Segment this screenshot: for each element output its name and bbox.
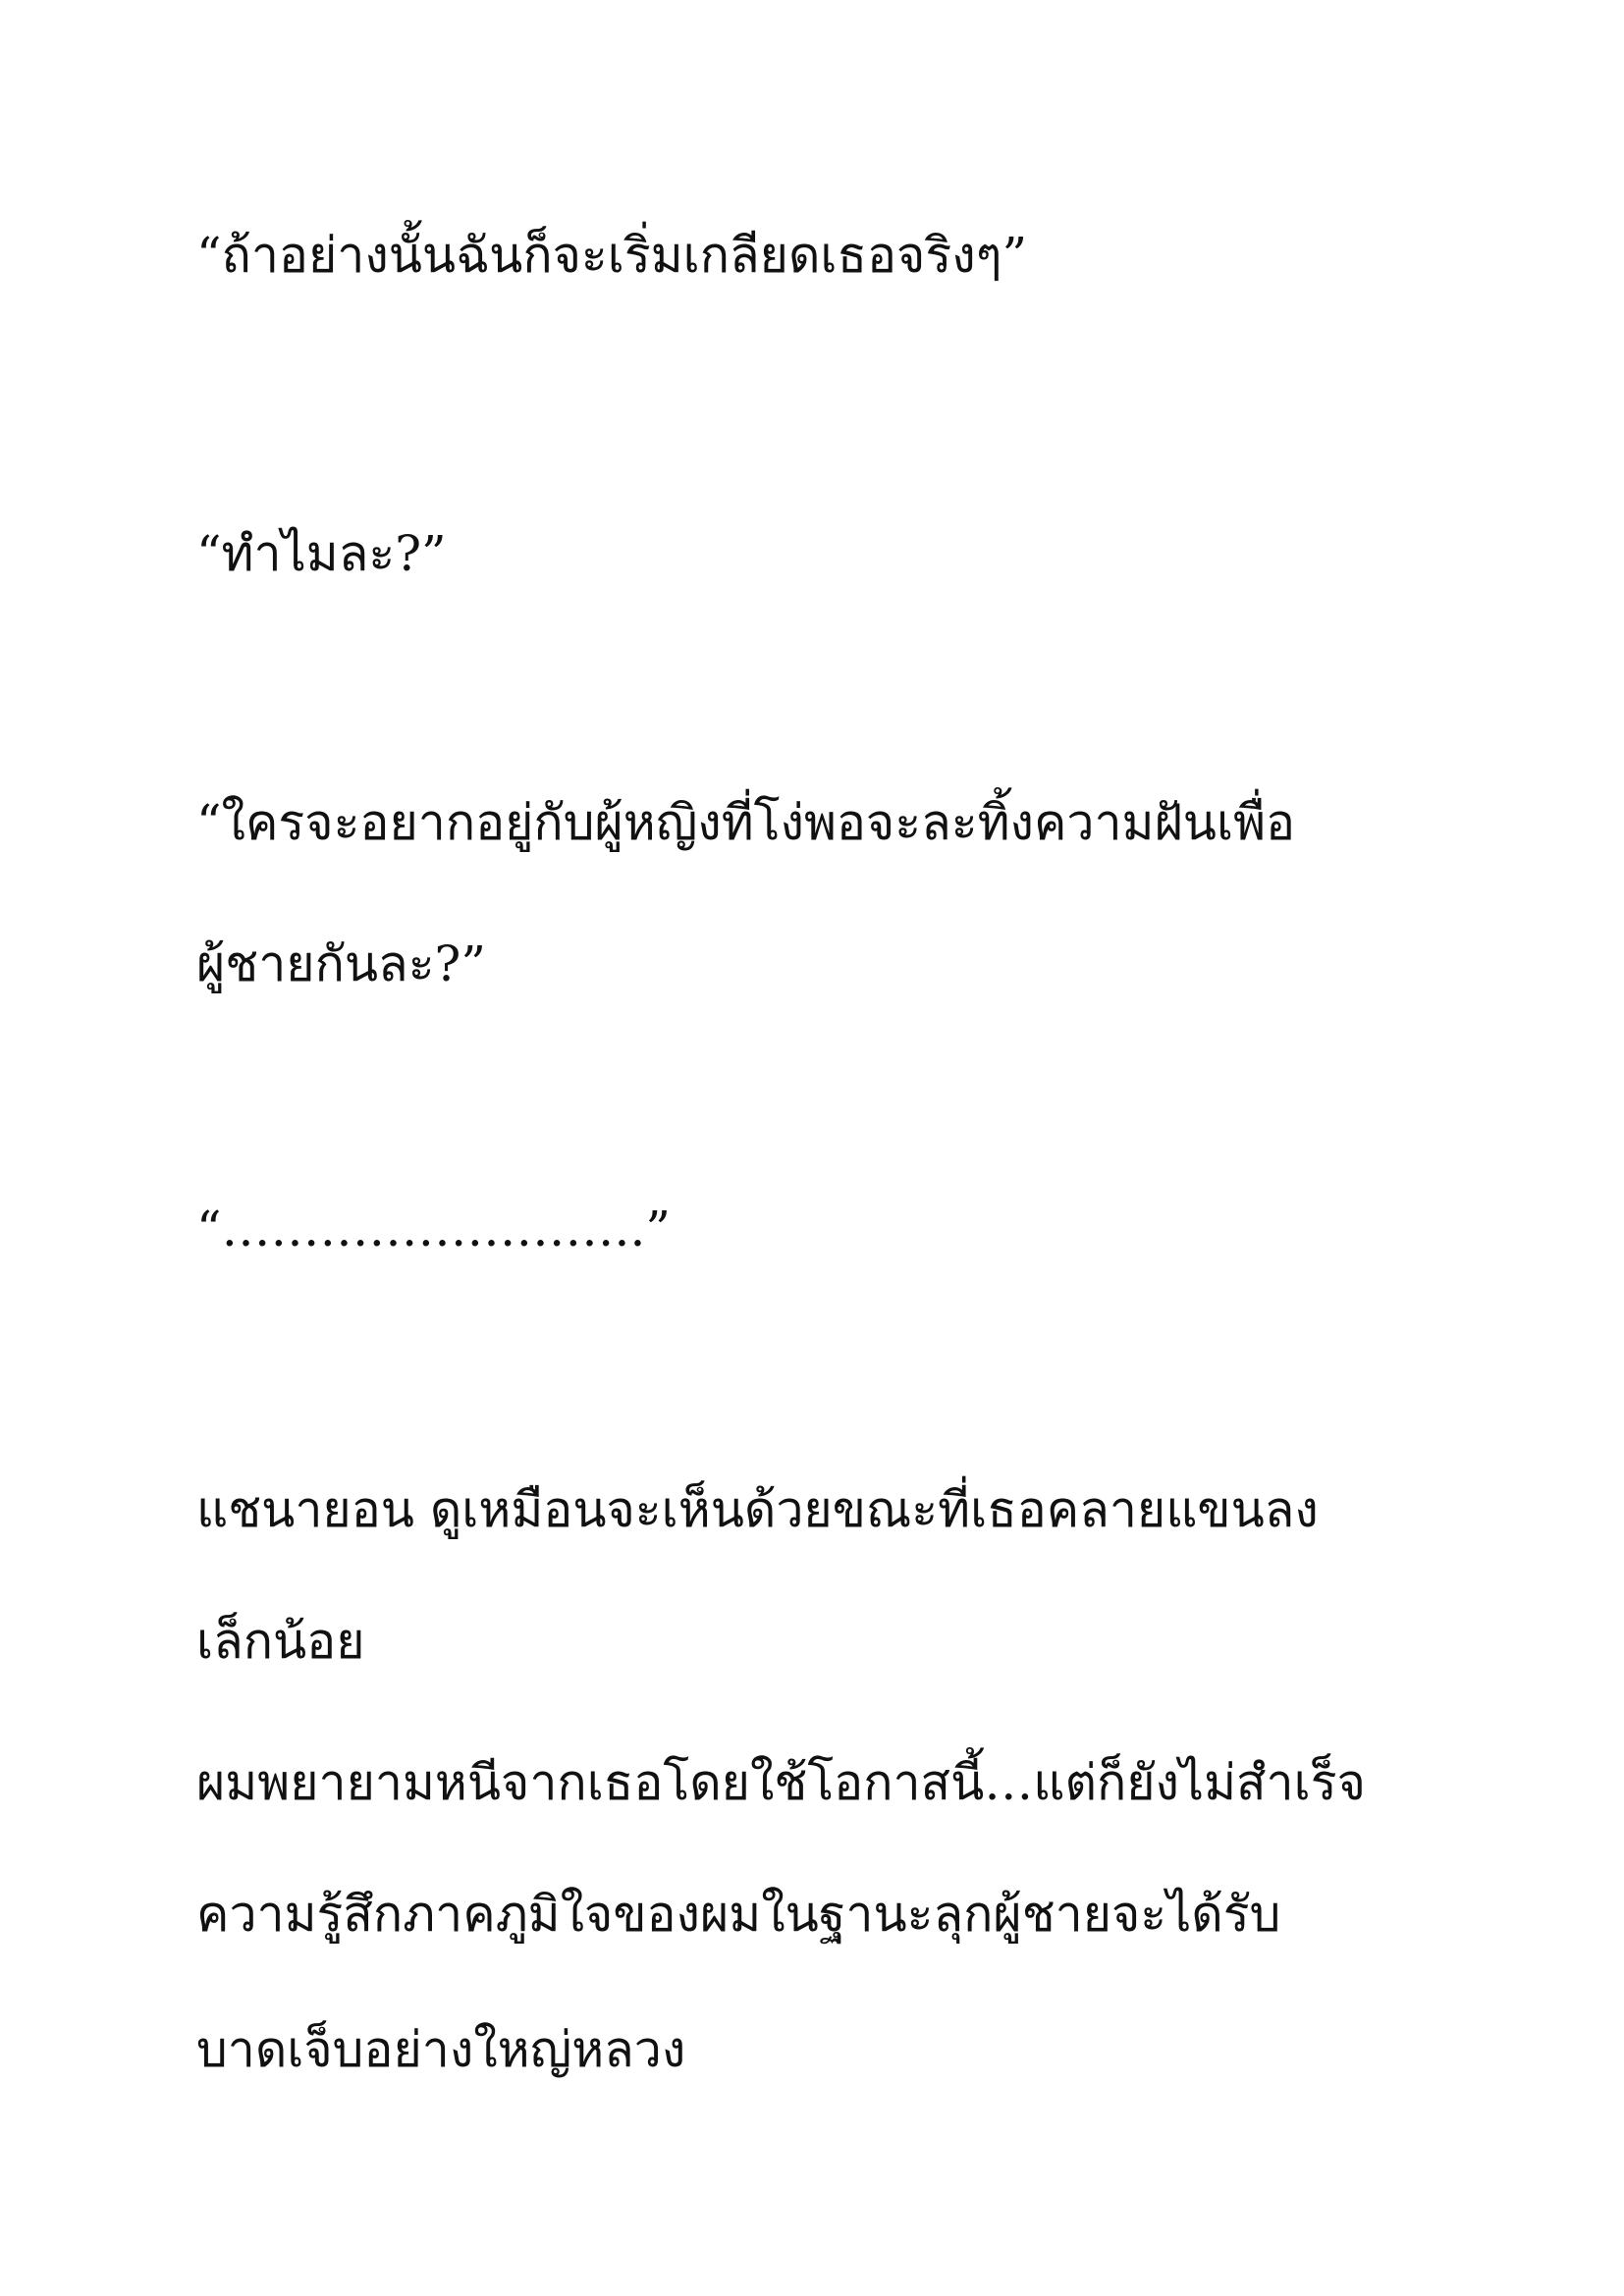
paragraph-3-line-1: “ใครจะอยากอยู่กับผู้หญิงที่โง่พอจะละทิ้งความฝันเพื่อ bbox=[196, 794, 1296, 851]
paragraph-6-line-2: ความรู้สึกภาคภูมิใจของผมในฐานะลุกผู้ชายจะได้รับ bbox=[196, 1886, 1281, 1943]
paragraph-5-line-2: เล็กน้อย bbox=[196, 1613, 365, 1670]
paragraph-6-line-3: บาดเจ็บอย่างใหญ่หลวง bbox=[196, 2021, 686, 2078]
paragraph-6-line-1: ผมพยายามหนีจากเธอโดยใช้โอกาสนี้…แต่ก็ยังไม่สำเร็จ bbox=[196, 1754, 1366, 1811]
paragraph-3-line-2: ผู้ชายกันละ?” bbox=[196, 935, 486, 992]
paragraph-5-line-1: แชนายอน ดูเหมือนจะเห็นด้วยขณะที่เธอคลายแขนลง bbox=[196, 1481, 1319, 1538]
paragraph-2-line-1: “ทำไมละ?” bbox=[196, 525, 447, 582]
paragraph-1-line-1: “ถ้าอย่างนั้นฉันก็จะเริ่มเกลียดเธอจริงๆ” bbox=[196, 227, 1028, 284]
paragraph-4-line-1: “……………………..” bbox=[196, 1201, 671, 1257]
